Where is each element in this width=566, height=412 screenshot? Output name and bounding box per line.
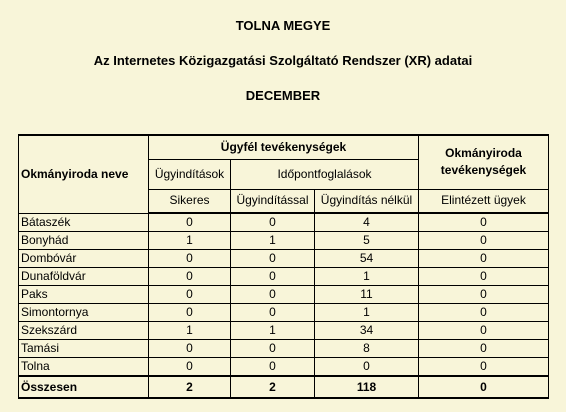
completed-cases-cell: 0 xyxy=(419,376,549,398)
with-initiation-cell: 0 xyxy=(231,304,315,322)
office-name-cell: Bonyhád xyxy=(19,232,149,250)
office-name-cell: Tamási xyxy=(19,340,149,358)
office-name-cell: Tolna xyxy=(19,358,149,377)
successful-cell: 0 xyxy=(149,340,231,358)
completed-cases-header: Elintézett ügyek xyxy=(419,189,549,213)
table-row xyxy=(19,250,549,268)
completed-cases-cell: 0 xyxy=(419,250,549,268)
completed-cases-cell: 0 xyxy=(419,340,549,358)
successful-cell: 0 xyxy=(149,286,231,304)
county-title: TOLNA MEGYE xyxy=(235,18,331,33)
table-row xyxy=(19,358,549,377)
with-initiation-cell: 0 xyxy=(231,286,315,304)
office-name-cell: Szekszárd xyxy=(19,322,149,340)
without-initiation-cell: 5 xyxy=(315,232,419,250)
successful-cell: 0 xyxy=(149,358,231,377)
without-initiation-cell: 118 xyxy=(315,376,419,398)
with-initiation-cell: 2 xyxy=(231,376,315,398)
successful-cell: 0 xyxy=(149,250,231,268)
with-initiation-cell: 0 xyxy=(231,340,315,358)
completed-cases-cell: 0 xyxy=(419,213,549,232)
completed-cases-cell: 0 xyxy=(419,232,549,250)
without-initiation-cell: 8 xyxy=(315,340,419,358)
office-name-cell: Bátaszék xyxy=(19,213,149,232)
report-month: DECEMBER xyxy=(245,88,321,103)
report-subtitle: Az Internetes Közigazgatási Szolgáltató Rendszer (XR) adatai xyxy=(93,53,473,68)
office-name-cell: Dombóvár xyxy=(19,250,149,268)
table-row xyxy=(19,268,549,286)
successful-header: Sikeres xyxy=(149,189,231,213)
completed-cases-cell: 0 xyxy=(419,304,549,322)
table-row xyxy=(19,340,549,358)
without-initiation-cell: 4 xyxy=(315,213,419,232)
completed-cases-cell: 0 xyxy=(419,358,549,377)
successful-cell: 0 xyxy=(149,304,231,322)
without-initiation-cell: 0 xyxy=(315,358,419,377)
completed-cases-cell: 0 xyxy=(419,268,549,286)
with-initiation-cell: 0 xyxy=(231,213,315,232)
successful-cell: 0 xyxy=(149,268,231,286)
table-row xyxy=(19,232,549,250)
without-initiation-cell: 11 xyxy=(315,286,419,304)
total-row xyxy=(19,376,549,398)
office-name-header: Okmányiroda neve xyxy=(19,135,149,213)
table-row xyxy=(19,286,549,304)
with-initiation-cell: 0 xyxy=(231,358,315,377)
successful-cell: 1 xyxy=(149,232,231,250)
with-initiation-cell: 0 xyxy=(231,250,315,268)
with-initiation-header: Ügyindítással xyxy=(231,189,315,213)
office-name-cell: Összesen xyxy=(19,376,149,398)
office-name-cell: Paks xyxy=(19,286,149,304)
appointments-header: Időpontfoglalások xyxy=(231,159,419,189)
client-activities-header: Ügyfél tevékenységek xyxy=(149,135,419,159)
table-row xyxy=(19,322,549,340)
statistics-table xyxy=(18,134,549,399)
without-initiation-header: Ügyindítás nélkül xyxy=(315,189,419,213)
office-activities-header: Okmányiroda tevékenységek xyxy=(419,135,549,189)
table-row xyxy=(19,213,549,232)
without-initiation-cell: 1 xyxy=(315,268,419,286)
without-initiation-cell: 1 xyxy=(315,304,419,322)
case-initiations-header: Ügyindítások xyxy=(149,159,231,189)
without-initiation-cell: 54 xyxy=(315,250,419,268)
office-name-cell: Simontornya xyxy=(19,304,149,322)
successful-cell: 0 xyxy=(149,213,231,232)
with-initiation-cell: 0 xyxy=(231,268,315,286)
with-initiation-cell: 1 xyxy=(231,232,315,250)
table-row xyxy=(19,304,549,322)
completed-cases-cell: 0 xyxy=(419,322,549,340)
with-initiation-cell: 1 xyxy=(231,322,315,340)
successful-cell: 1 xyxy=(149,322,231,340)
completed-cases-cell: 0 xyxy=(419,286,549,304)
without-initiation-cell: 34 xyxy=(315,322,419,340)
successful-cell: 2 xyxy=(149,376,231,398)
office-name-cell: Dunaföldvár xyxy=(19,268,149,286)
